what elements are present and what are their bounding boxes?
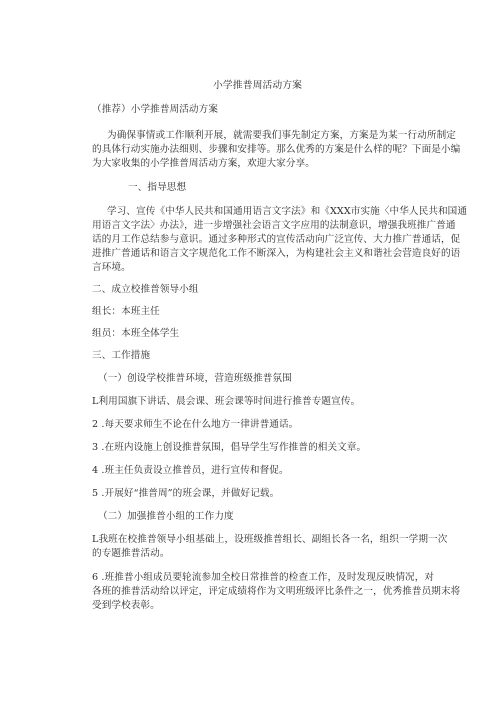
section-heading: 三、工作措施	[92, 350, 151, 361]
group-leader: 组长：本班主任	[92, 306, 160, 317]
subsection-heading: （二）加强推普小组的工作力度	[98, 511, 234, 522]
paragraph-line: 受到学校表彰。	[92, 600, 160, 611]
section-heading: 一、指导思想	[128, 182, 187, 193]
list-item: 2 .每天要求师生不论在什么地方一律讲普通话。	[92, 419, 299, 430]
paragraph-line: 学习、宣传《中华人民共和国通用语言文字法》和《XXX市实施〈中华人民共和国通	[107, 206, 468, 217]
subsection-heading: （一）创设学校推普环境，营造班级推普氛围	[98, 373, 292, 384]
paragraph-line: 进推广普通话和语言文字规范化工作不断深入，为构建社会主义和谐社会营造良好的语	[92, 248, 461, 259]
paragraph-line: 用语言文字法〉办法》，进一步增强社会语言文字应用的法制意识，增强我班推广普通	[92, 220, 456, 231]
paragraph-line: 6 .班推普小组成员要轮流参加全校日常推普的检查工作，及时发现反映情况，对	[92, 572, 435, 583]
group-members: 组员：本班全体学生	[92, 328, 180, 339]
list-item: 3 .在班内设施上创设推普氛围，倡导学生写作推普的相关文章。	[92, 442, 367, 453]
intro-line: 的具体行动实施办法细则、步骤和安排等。那么优秀的方案是什么样的呢？下面是小编	[92, 144, 461, 155]
paragraph-line: 话的月工作总结参与意识。通过多种形式的宣传活动向广泛宣传、大力推广普通话，促	[92, 234, 461, 245]
paragraph-line: 各班的推普活动给以评定，评定成绩将作为文明班级评比条件之一，优秀推普员期末将	[92, 586, 461, 597]
document-subtitle: （推荐）小学推普周活动方案	[92, 104, 219, 115]
list-item: 5 .开展好“推普周”的班会课，并做好记载。	[92, 488, 280, 499]
section-heading: 二、成立校推普领导小组	[92, 284, 199, 295]
document-title: 小学推普周活动方案	[213, 80, 303, 91]
intro-line: 为大家收集的小学推普周活动方案，欢迎大家分享。	[92, 158, 315, 169]
paragraph-line: 的专题推普活动。	[92, 548, 170, 559]
paragraph-line: 言环境。	[92, 262, 131, 273]
intro-line: 为确保事情或工作顺利开展，就需要我们事先制定方案，方案是为某一行动所制定	[107, 130, 456, 141]
list-item: L利用国旗下讲话、晨会课、班会课等时间进行推普专题宣传。	[92, 396, 361, 407]
list-item: 4 .班主任负责设立推普员，进行宣传和督促。	[92, 465, 289, 476]
paragraph-line: L我班在校推普领导小组基础上，设班级推普组长、副组长各一名，组织一学期一次	[92, 534, 448, 545]
